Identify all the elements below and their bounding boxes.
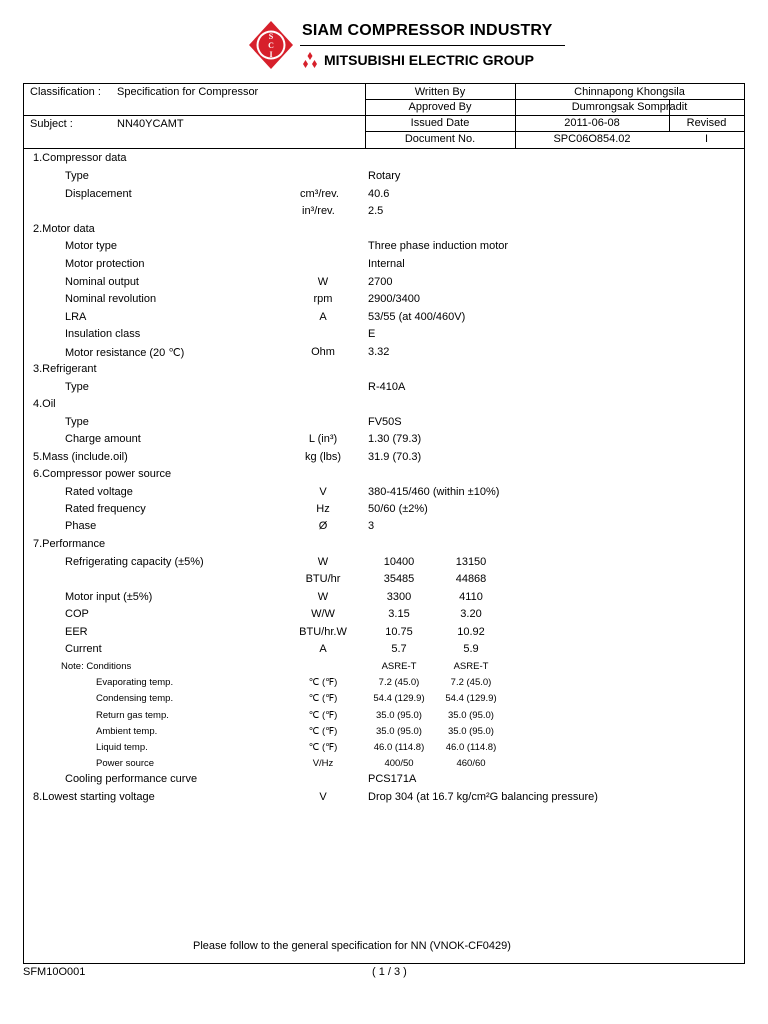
condition-label: Power source	[96, 758, 155, 769]
spec-label: Displacement	[65, 188, 132, 200]
spec-value: 3.32	[368, 346, 390, 358]
spec-unit: kg (lbs)	[304, 451, 342, 463]
spec-value: 2700	[368, 276, 393, 288]
condition-unit: ℃ (℉)	[308, 742, 338, 753]
svg-text:C: C	[268, 41, 274, 50]
spec-value: Drop 304 (at 16.7 kg/cm²G balancing pressure)	[368, 791, 598, 803]
spec-unit: A	[319, 643, 327, 655]
condition-label: Liquid temp.	[96, 742, 148, 753]
spec-value: 380-415/460 (within ±10%)	[368, 486, 500, 498]
spec-unit: W	[317, 276, 329, 288]
company-name: SIAM COMPRESSOR INDUSTRY	[302, 22, 553, 39]
spec-value: 3.15	[388, 608, 410, 620]
spec-unit: Ohm	[311, 346, 335, 358]
mitsubishi-diamonds-icon	[301, 52, 319, 68]
svg-text:I: I	[269, 50, 273, 59]
spec-label: Type	[65, 381, 89, 393]
spec-label: Motor input (±5%)	[65, 591, 153, 603]
spec-unit: A	[319, 311, 327, 323]
spec-unit: Ø	[318, 520, 328, 532]
section-title: 7.Performance	[33, 538, 106, 550]
spec-label: Motor protection	[65, 258, 145, 270]
spec-label: COP	[65, 608, 89, 620]
spec-label: Phase	[65, 520, 97, 532]
condition-label: Ambient temp.	[96, 726, 158, 737]
condition-unit: ℃ (℉)	[308, 677, 338, 688]
group-name: MITSUBISHI ELECTRIC GROUP	[324, 52, 535, 68]
issued-date-value: 2011-06-08	[564, 117, 620, 129]
spec-value: 10.92	[457, 626, 485, 638]
spec-label: Nominal revolution	[65, 293, 157, 305]
condition-value: 46.0 (114.8)	[373, 742, 425, 753]
condition-value: 35.0 (95.0)	[448, 710, 494, 721]
section-title: 3.Refrigerant	[33, 363, 97, 375]
written-by-value: Chinnapong Khongsila	[574, 86, 685, 98]
spec-value: 5.7	[391, 643, 407, 655]
spec-unit: W	[317, 591, 329, 603]
spec-label: Motor resistance (20 ℃)	[65, 347, 185, 359]
section-title: 8.Lowest starting voltage	[33, 791, 155, 803]
spec-unit: BTU/hr.W	[299, 626, 347, 638]
spec-value: 53/55 (at 400/460V)	[368, 311, 466, 323]
spec-unit: in³/rev.	[302, 205, 335, 217]
subject-label: Subject :	[30, 118, 73, 130]
condition-value: 54.4 (129.9)	[445, 693, 497, 704]
classification-label: Classification :	[30, 86, 101, 98]
condition-value: 7.2 (45.0)	[450, 677, 492, 688]
subject-value: NN40YCAMT	[117, 118, 184, 130]
spec-value: 35485	[383, 573, 415, 585]
spec-unit: V	[319, 486, 327, 498]
spec-unit: Hz	[316, 503, 330, 515]
condition-value: 35.0 (95.0)	[376, 726, 422, 737]
approved-by-label: Approved By	[408, 101, 472, 113]
spec-unit: W/W	[311, 608, 335, 620]
spec-label: Nominal output	[65, 276, 139, 288]
condition-label: Condensing temp.	[96, 693, 174, 704]
spec-label: Rated frequency	[65, 503, 146, 515]
spec-unit: V	[319, 791, 327, 803]
spec-label: Cooling performance curve	[65, 773, 198, 785]
spec-label: Current	[65, 643, 102, 655]
condition-value: 460/60	[456, 758, 486, 769]
spec-unit: L (in³)	[308, 433, 338, 445]
revision-value: I	[704, 133, 709, 145]
spec-unit: BTU/hr	[305, 573, 341, 585]
spec-label: LRA	[65, 311, 87, 323]
condition-unit: ℃ (℉)	[308, 710, 338, 721]
spec-value: 10400	[383, 556, 415, 568]
spec-value: 1.30 (79.3)	[368, 433, 422, 445]
section-title: 5.Mass (include.oil)	[33, 451, 128, 463]
spec-value: 3	[368, 520, 375, 532]
condition-unit: ℃ (℉)	[308, 693, 338, 704]
spec-unit: W	[317, 556, 329, 568]
spec-value: 44868	[455, 573, 487, 585]
spec-label: Motor type	[65, 240, 117, 252]
svg-text:S: S	[268, 32, 274, 41]
spec-value: Three phase induction motor	[368, 240, 509, 252]
spec-value: 40.6	[368, 188, 390, 200]
spec-unit: cm³/rev.	[300, 188, 339, 200]
condition-unit: ℃ (℉)	[308, 726, 338, 737]
spec-value: R-410A	[368, 381, 406, 393]
section-title: 1.Compressor data	[33, 152, 127, 164]
spec-value: 4110	[459, 591, 483, 603]
condition-value: 7.2 (45.0)	[378, 677, 420, 688]
document-no-label: Document No.	[404, 133, 476, 145]
spec-label: EER	[65, 626, 88, 638]
spec-label: Rated voltage	[65, 486, 133, 498]
general-spec-note: Please follow to the general specification for NN (VNOK-CF0429)	[193, 940, 511, 952]
written-by-label: Written By	[414, 86, 466, 98]
section-title: 6.Compressor power source	[33, 468, 172, 480]
document-no-value: SPC06O854.02	[553, 133, 631, 145]
condition-value: 46.0 (114.8)	[445, 742, 497, 753]
approved-by-value: Dumrongsak Sompradit	[571, 101, 688, 113]
condition-value: 35.0 (95.0)	[448, 726, 494, 737]
condition-label: Return gas temp.	[96, 710, 169, 721]
condition-value: 54.4 (129.9)	[373, 693, 425, 704]
section-title: 4.Oil	[33, 398, 56, 410]
condition-value: 400/50	[384, 758, 414, 769]
spec-value: 50/60 (±2%)	[368, 503, 428, 515]
spec-value: E	[368, 328, 376, 340]
spec-value: FV50S	[368, 416, 402, 428]
condition-standard: ASRE-T	[381, 661, 417, 672]
spec-value: 3300	[386, 591, 412, 603]
spec-label: Type	[65, 416, 89, 428]
spec-label: Refrigerating capacity (±5%)	[65, 556, 204, 568]
spec-value: 13150	[455, 556, 487, 568]
spec-value: Rotary	[368, 170, 401, 182]
spec-value: 5.9	[463, 643, 479, 655]
issued-date-label: Issued Date	[410, 117, 470, 129]
condition-value: 35.0 (95.0)	[376, 710, 422, 721]
header-divider	[300, 45, 565, 46]
conditions-note-label: Note: Conditions	[61, 661, 132, 672]
spec-value: 31.9 (70.3)	[368, 451, 422, 463]
form-code: SFM10O001	[23, 966, 86, 978]
spec-label: Type	[65, 170, 89, 182]
spec-label: Insulation class	[65, 328, 141, 340]
classification-value: Specification for Compressor	[117, 86, 259, 98]
spec-unit: rpm	[313, 293, 333, 305]
condition-standard: ASRE-T	[453, 661, 489, 672]
section-title: 2.Motor data	[33, 223, 95, 235]
spec-value: 2.5	[368, 205, 384, 217]
condition-unit: V/Hz	[312, 758, 334, 769]
spec-value: Internal	[368, 258, 405, 270]
sci-logo	[248, 20, 294, 70]
revised-label: Revised	[686, 117, 727, 129]
condition-label: Evaporating temp.	[96, 677, 174, 688]
page-number: ( 1 / 3 )	[372, 966, 407, 978]
spec-value: 10.75	[385, 626, 413, 638]
spec-value: PCS171A	[368, 773, 417, 785]
document-header-table	[23, 83, 745, 149]
spec-label: Charge amount	[65, 433, 141, 445]
spec-value: 2900/3400	[368, 293, 420, 305]
spec-value: 3.20	[460, 608, 482, 620]
